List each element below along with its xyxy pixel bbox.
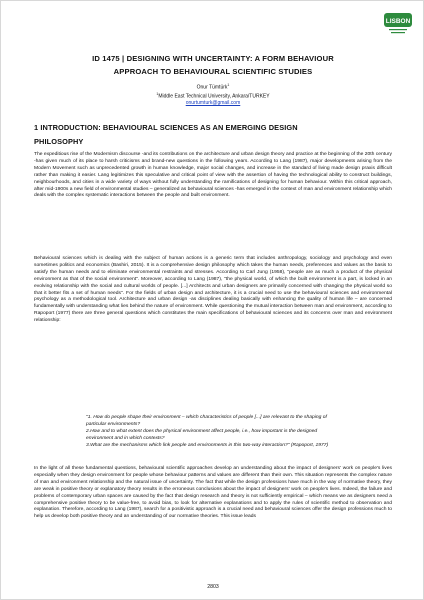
paper-title-line-2: APPROACH TO BEHAVIOURAL SCIENTIFIC STUDIES [113,66,313,76]
paragraph-2: Behavioural sciences which is dealing with the subject of human actions is a generic term that includes anthropology, sociology and psychology and even sometimes politics and economics (Bashiri, 2015). It is a comprehensive design philosophy which takes the human needs, preferences and values as the basis to satisfy the human needs and to eliminate environmental restraints and stresses. According to Carl Jung (1958), "people are as much a product of the physical environment as that of the social environment". Moreover, according to Lang (1987), "the physical world, of which the built environment is a part, is locked in an evolving relationship with the social and cultural worlds of people. [...] Architects and urban designers are primarily concerned with changing the physical world so that it better fits a set of human needs". For the fields of urban design and architecture, it is a crucial need to use the behavioural sciences and environmental psychology as a methodological tool. Architecture and urban design -as disciplines dealing basically with enhancing the quality of human life – are concerned fundamentally with understanding what lies behind the nature of environment. While questioning the mutual interaction between man and environment, according to Rapoport (1977) there are three general questions which constitutes the main specifications of behavioural sciences and its concerns over man and environment relationship: [34,256,392,324]
page-number: 2803 [207,584,219,590]
logo-text: LISBON [385,18,411,25]
affiliation-line [31,91,395,100]
section-heading-line-1: 1 INTRODUCTION: BEHAVIOURAL SCIENCES AS AN EMERGING DESIGN [34,123,298,132]
author-block [31,82,395,106]
lisbon-conference-logo [383,11,413,37]
paragraph-1: The expeditious rise of the Modernism discourse -and its contributions on the architecture and urban design theory and practice at the beginning of the 20th century -has given much of its place to harsh criticisms and brand-new questions in the following years. According to Lang (1987), major developments arising from the Modern Movement such as unprecedented growth in human knowledge, major social changes, and increase in the standard of living made design praxis difficult rather than making it easier. Lang legitimizes this speculative and critical point of view with the assertion of having the technological ability to construct buildings, neighbourhoods, and cities in a wide variety of ways without fully understanding the ramifications of designing for human behaviour. Within this critical approach, after mid-1900s a new field of environmental studies – generalized as behavioural sciences -has emerged in the context of man and environment relationship which deals with the complex systematic interactions between the people and built environment. [34,152,392,199]
affiliation-superscript: 1 [156,91,159,96]
quote-question-1: "1. How do people shape their environment – which characteristics of people [...] are relevant to the shaping of particular environments? [86,415,327,427]
section-heading-line-2: PHILOSOPHY [34,136,84,146]
paragraph-3: In the light of all these fundamental questions, behavioural scientific approaches develop an understanding about the impact of designers' work on people's lives especially when they design environment for people whose behaviour patterns and values are different than their own. This situation represents the complex nature of man and environment relationship and the natural issue of uncertainty. The fact that while the design professions have much in the way of normative theory, they are weak in positive theory or explanatory theory results in the erroneous conclusions about the impact of designers' work on people's lives. Indeed, the failure and problems of contemporary urban spaces are caused by the fact that design research and theory is not sufficiently empirical – which means we as designers need a comprehensive positive theory to be value-free, to avoid bias, to look for alternative explanations and to apply the rules of scientific method to observation and explanation. Therefore, according to Lang (1987), search for a positivistic approach is a crucial need and behavioural sciences offer the design professions much to help us develop both positive theory and an understanding of our normative theories. This issue leads [34,466,392,520]
affiliation: Middle East Technical University, Ankara/TURKEY [158,93,270,100]
paper-title-line-1: ID 1475 | DESIGNING WITH UNCERTAINTY: A FORM BEHAVIOUR [92,54,334,63]
author-superscript: 1 [227,83,230,87]
section-heading [34,121,392,148]
paper-title [31,53,395,78]
quote-question-3: 3.What are the mechanisms which link people and environments in this two-way interaction?" (Rapoport, 1977) [86,442,329,448]
quote-question-2: 2.How and to what extent does the physical environment affect people, i.e., how important is the designed environment and in which contexts? [86,428,318,441]
author-line [31,82,395,91]
block-quote [86,415,344,450]
author-name: Onur Tümtürk [196,84,228,91]
author-email-link[interactable]: onurtumturk@gmail.com [185,99,241,106]
